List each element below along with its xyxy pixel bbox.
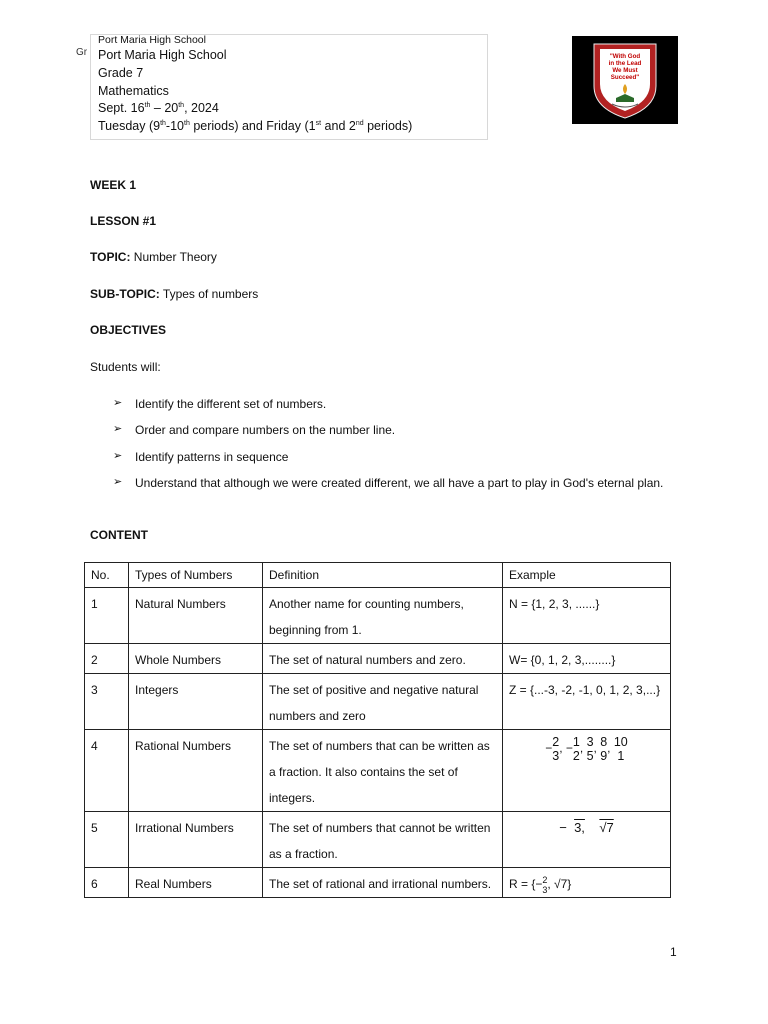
table-cell: Whole Numbers <box>129 644 263 674</box>
arrow-bullet-icon: ➢ <box>113 476 123 488</box>
table-cell: 6 <box>85 868 129 898</box>
arrow-bullet-icon: ➢ <box>113 450 123 462</box>
header-grade: Grade 7 <box>98 65 144 80</box>
table-cell: The set of positive and negative natural numbers and zero <box>263 674 503 730</box>
header-subject: Mathematics <box>98 83 169 98</box>
school-logo <box>572 36 678 124</box>
table-cell: 4 <box>85 730 129 812</box>
header-school-small: Port Maria High School <box>98 34 206 46</box>
week-heading: WEEK 1 <box>90 178 137 192</box>
table-cell: 3 <box>85 674 129 730</box>
table-header-cell: Types of Numbers <box>129 563 263 588</box>
irrational-example-cell <box>503 812 671 868</box>
real-example-cell <box>503 868 671 898</box>
header-text-fragment: Gr <box>76 47 88 58</box>
table-row <box>85 812 671 868</box>
lesson-heading: LESSON #1 <box>90 214 157 228</box>
table-row <box>85 730 671 812</box>
table-cell: Natural Numbers <box>129 588 263 644</box>
content-heading: CONTENT <box>90 528 148 542</box>
header-date: Sept. 16th – 20th, 2024 <box>98 101 219 116</box>
table-cell: Irrational Numbers <box>129 812 263 868</box>
table-cell: 2 <box>85 644 129 674</box>
table-cell: N = {1, 2, 3, ......} <box>503 588 671 644</box>
header-school: Port Maria High School <box>98 48 227 62</box>
table-cell: The set of numbers that can be written as a fraction. It also contains the set of integers. <box>263 730 503 812</box>
rational-example-cell <box>503 730 671 812</box>
arrow-bullet-icon: ➢ <box>113 397 123 409</box>
table-cell: The set of rational and irrational numbers. <box>263 868 503 898</box>
table-cell: W= {0, 1, 2, 3,........} <box>503 644 671 674</box>
shield-crest-icon <box>572 36 678 124</box>
table-header-row <box>85 563 671 588</box>
table-row <box>85 674 671 730</box>
table-header-cell: Example <box>503 563 671 588</box>
table-cell: The set of natural numbers and zero. <box>263 644 503 674</box>
header-lines <box>98 47 412 136</box>
table-cell: 1 <box>85 588 129 644</box>
table-header-cell: No. <box>85 563 129 588</box>
topic-line: TOPIC: Number Theory <box>90 250 217 264</box>
table-cell: The set of numbers that cannot be written as a fraction. <box>263 812 503 868</box>
table-cell: Another name for counting numbers, beginning from 1. <box>263 588 503 644</box>
logo-motto-line1: "With God <box>609 53 641 60</box>
table-cell: Rational Numbers <box>129 730 263 812</box>
table-row <box>85 588 671 644</box>
table-cell: Real Numbers <box>129 868 263 898</box>
logo-motto-line2: in the Lead <box>608 60 642 67</box>
table-row <box>85 644 671 674</box>
table-cell: Z = {...-3, -2, -1, 0, 1, 2, 3,...} <box>503 674 671 730</box>
students-will-text: Students will: <box>90 360 161 374</box>
number-types-table <box>84 562 671 898</box>
subtopic-line: SUB-TOPIC: Types of numbers <box>90 287 259 301</box>
rational-example: − 2 3 , − 1 2 , 3 5 , 8 9 , 10 1 <box>545 735 628 763</box>
table-cell: 5 <box>85 812 129 868</box>
table-header-cell: Definition <box>263 563 503 588</box>
header-periods: Tuesday (9th-10th periods) and Friday (1st and 2nd periods) <box>98 119 413 134</box>
logo-motto-line4: Succeed" <box>610 74 640 81</box>
table-cell: Integers <box>129 674 263 730</box>
page-number: 1 <box>670 945 677 959</box>
irrational-example: − 3, √7 <box>559 820 614 835</box>
arrow-bullet-icon: ➢ <box>113 423 123 435</box>
logo-motto-line3: We Must <box>612 67 638 74</box>
table-row <box>85 868 671 898</box>
real-example: R = {− 2 3 , √7} <box>509 874 572 895</box>
objectives-heading: OBJECTIVES <box>90 323 167 337</box>
